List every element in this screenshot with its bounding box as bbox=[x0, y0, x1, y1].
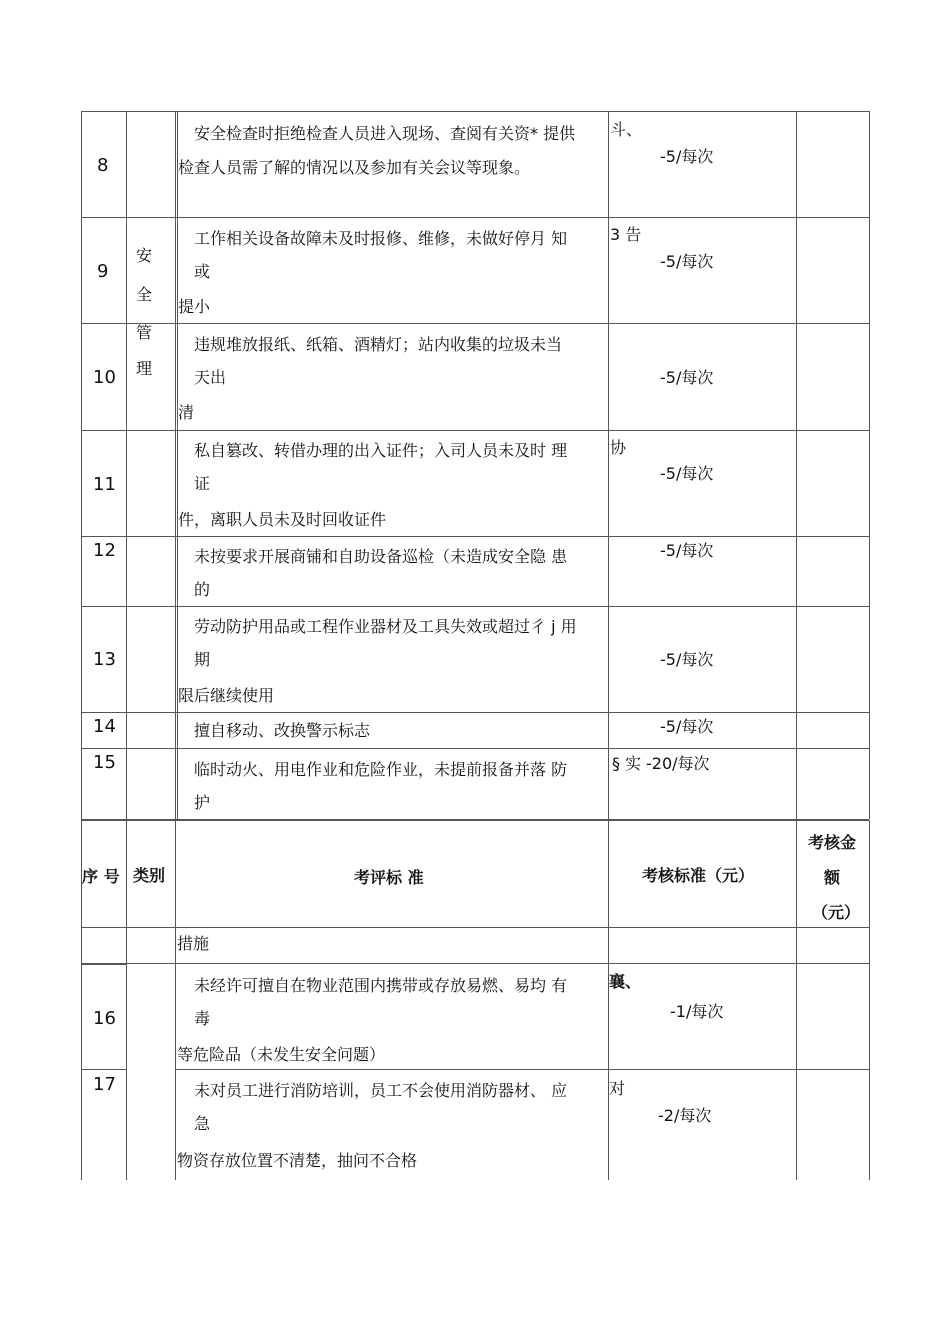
standard-value: -5/每次 bbox=[660, 252, 714, 271]
standard-value: -1/每次 bbox=[670, 1002, 724, 1021]
header-standard: 考核标准（元） bbox=[642, 866, 755, 885]
rule-v-criteria bbox=[608, 820, 609, 1180]
rule-header-bottom bbox=[81, 927, 869, 928]
criteria-line: 劳动防护用品或工程作业器材及工具失效或超过彳 j 用 bbox=[194, 617, 577, 636]
rule-row10 bbox=[81, 430, 869, 431]
criteria-line: 临时动火、用电作业和危险作业，未提前报备并落 防 bbox=[194, 760, 568, 779]
rule-row16-partial bbox=[81, 964, 127, 965]
rule-row14 bbox=[81, 748, 869, 749]
criteria-line: 或 bbox=[194, 262, 211, 281]
rule-v-standard bbox=[796, 111, 797, 819]
header-category: 类别 bbox=[133, 866, 166, 885]
criteria-line: 护 bbox=[194, 793, 211, 812]
criteria-line: 等危险品（未发生安全问题） bbox=[177, 1045, 386, 1064]
category-char: 理 bbox=[136, 359, 153, 378]
criteria-line: 未按要求开展商铺和自助设备巡检（未造成安全隐 患 bbox=[194, 547, 568, 566]
header-criteria: 考评标 准 bbox=[354, 868, 424, 887]
criteria-line: 工作相关设备故障未及时报修、维修，未做好停月 知 bbox=[194, 229, 568, 248]
rule-v-cat bbox=[175, 820, 176, 1180]
rule-row13 bbox=[81, 712, 869, 713]
row-number: 9 bbox=[97, 261, 109, 282]
row-number: 16 bbox=[93, 1008, 116, 1029]
standard-fragment: 斗、 bbox=[610, 120, 643, 139]
standard-value: -5/每次 bbox=[660, 541, 714, 560]
criteria-line: 毒 bbox=[194, 1009, 211, 1028]
criteria-line: 未经许可擅自在物业范围内携带或存放易燃、易均 有 bbox=[194, 976, 568, 995]
standard-value: -5/每次 bbox=[660, 464, 714, 483]
rule-v-left bbox=[81, 111, 82, 819]
row-number: 8 bbox=[97, 155, 109, 176]
standard-value: -5/每次 bbox=[660, 650, 714, 669]
header-amount: 额 bbox=[824, 868, 841, 887]
criteria-line: 天出 bbox=[194, 368, 227, 387]
rule-row12 bbox=[81, 606, 869, 607]
rule-v-no bbox=[126, 820, 127, 1180]
criteria-line: 限后继续使用 bbox=[178, 686, 275, 705]
standard-fragment: 协 bbox=[610, 438, 627, 457]
standard-fragment: 对 bbox=[609, 1079, 626, 1098]
standard-fragment: 3 告 bbox=[610, 225, 642, 244]
row-number: 17 bbox=[93, 1074, 116, 1095]
standard-value: -5/每次 bbox=[660, 717, 714, 736]
rule-measures bbox=[81, 963, 869, 964]
rule-v-right bbox=[869, 111, 870, 819]
criteria-line: 清 bbox=[178, 403, 195, 422]
standard-fragment: § 实 bbox=[612, 754, 642, 773]
category-char: 全 bbox=[136, 285, 153, 304]
rule-row11 bbox=[81, 536, 869, 537]
criteria-line: 擅自移动、改换警示标志 bbox=[194, 721, 371, 740]
rule-v-standard bbox=[796, 820, 797, 1180]
row-number: 10 bbox=[93, 367, 116, 388]
standard-value: -20/每次 bbox=[646, 754, 710, 773]
standard-value: -5/每次 bbox=[660, 368, 714, 387]
header-amount: （元） bbox=[812, 903, 861, 922]
criteria-line: 提小 bbox=[178, 297, 211, 316]
rule-row9 bbox=[81, 323, 869, 324]
category-char: 安 bbox=[136, 246, 153, 265]
criteria-line: 物资存放位置不清楚，抽问不合格 bbox=[177, 1151, 418, 1170]
row-number: 13 bbox=[93, 649, 116, 670]
row-number: 11 bbox=[93, 474, 116, 495]
rule-v-cat2 bbox=[177, 111, 178, 819]
standard-value: -2/每次 bbox=[658, 1106, 712, 1125]
rule-row16b bbox=[175, 1069, 869, 1070]
criteria-line: 期 bbox=[194, 650, 211, 669]
standard-fragment: 襄、 bbox=[609, 972, 642, 991]
rule-v-right bbox=[869, 820, 870, 1180]
row-number: 15 bbox=[93, 752, 116, 773]
criteria-line: 件，离职人员未及时回收证件 bbox=[178, 510, 387, 529]
header-amount: 考核金 bbox=[808, 833, 857, 852]
criteria-line: 措施 bbox=[177, 934, 210, 953]
standard-value: -5/每次 bbox=[660, 147, 714, 166]
criteria-line: 私自篡改、转借办理的出入证件；入司人员未及时 理 bbox=[194, 441, 568, 460]
rule-row8 bbox=[81, 217, 869, 218]
category-char: 管 bbox=[136, 323, 153, 342]
criteria-line: 违规堆放报纸、纸箱、酒精灯；站内收集的垃圾未当 bbox=[194, 335, 563, 354]
rule-v-criteria bbox=[608, 111, 609, 819]
rule-header-top bbox=[81, 819, 869, 821]
rule-row16 bbox=[81, 1069, 127, 1070]
criteria-line: 检查人员需了解的情况以及参加有关会议等现象。 bbox=[178, 158, 531, 177]
criteria-line: 未对员工进行消防培训，员工不会使用消防器材、 应 bbox=[194, 1081, 568, 1100]
header-seq: 序 号 bbox=[82, 867, 120, 886]
criteria-line: 安全检查时拒绝检查人员进入现场、查阅有关资* 提供 bbox=[194, 124, 576, 143]
row-number: 12 bbox=[93, 540, 116, 561]
rule-top bbox=[81, 111, 869, 112]
rule-v-cat bbox=[175, 111, 176, 819]
rule-v-no bbox=[126, 111, 127, 819]
row-number: 14 bbox=[93, 716, 116, 737]
criteria-line: 急 bbox=[194, 1114, 211, 1133]
criteria-line: 的 bbox=[194, 580, 211, 599]
criteria-line: 证 bbox=[194, 474, 211, 493]
